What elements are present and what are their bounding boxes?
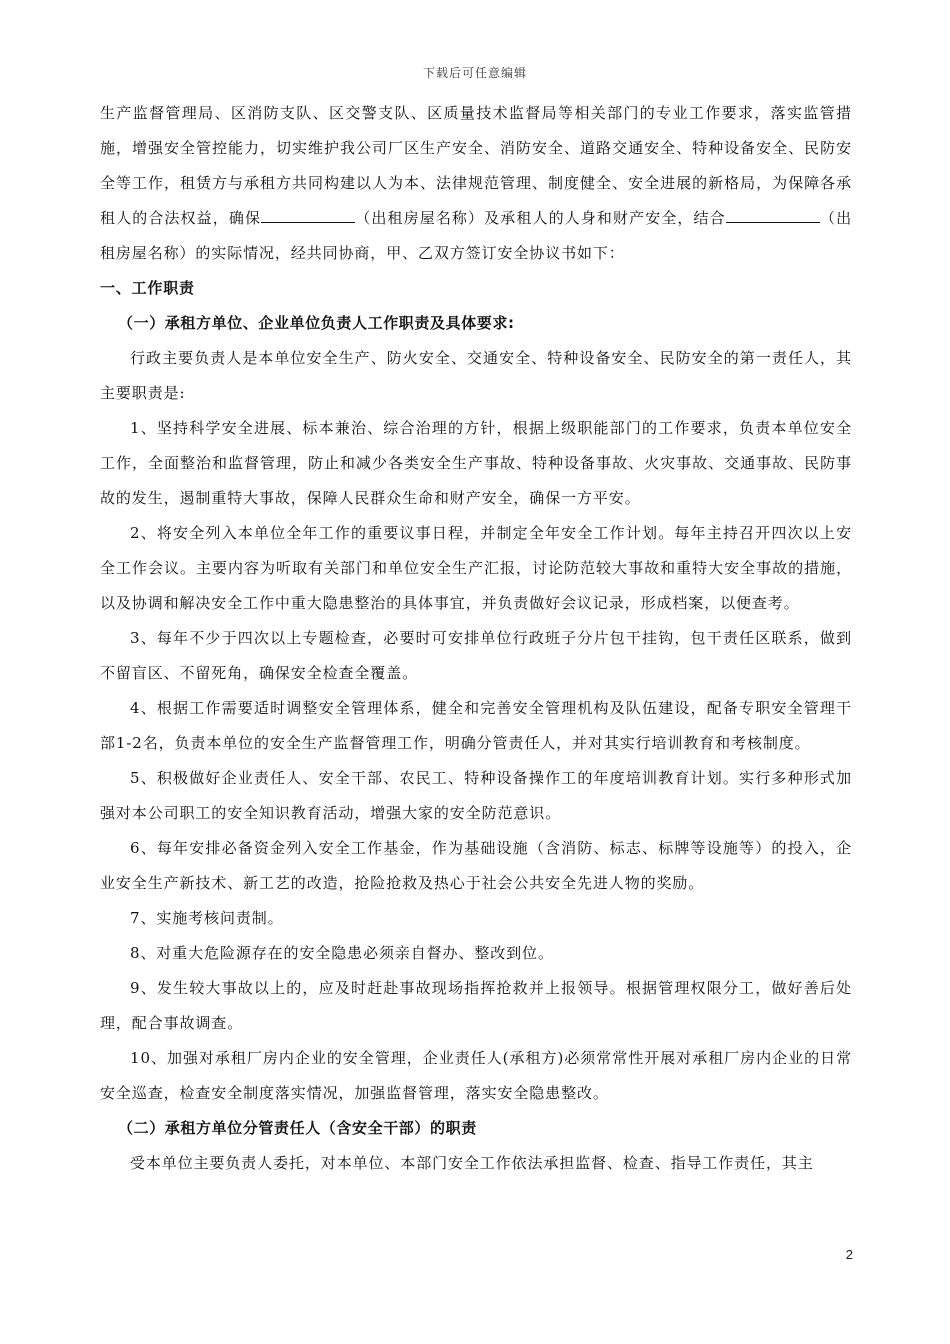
list-item: 6、每年安排必备资金列入安全工作基金，作为基础设施（含消防、标志、标牌等设施等）的投入，企业安全生产新技术、新工艺的改造，抢险抢救及热心于社会公共安全先进人物的奖励。 (100, 839, 852, 892)
list-item: 5、积极做好企业责任人、安全干部、农民工、特种设备操作工的年度培训教育计划。实行多种形式加强对本公司职工的安全知识教育活动，增强大家的安全防范意识。 (100, 769, 852, 822)
list-item: 9、发生较大事故以上的，应及时赶赴事故现场指挥抢救并上报领导。根据管理权限分工，做好善后处理，配合事故调查。 (100, 979, 852, 1032)
intro-text-2: （出租房屋名称）及承租人的人身和财产安全，结合 (355, 209, 726, 227)
lead-paragraph: 行政主要负责人是本单位安全生产、防火安全、交通安全、特种设备安全、民防安全的第一责任人，其主要职责是: (100, 349, 852, 402)
subsection-heading-2: （二）承租方单位分管责任人（含安全干部）的职责 (118, 1119, 477, 1137)
subsection-heading-1: （一）承租方单位、企业单位负责人工作职责及具体要求: (118, 314, 515, 332)
blank-field-1 (261, 205, 355, 223)
page-header: 下载后可任意编辑 (422, 66, 527, 80)
list-item: 2、将安全列入本单位全年工作的重要议事日程，并制定全年安全工作计划。每年主持召开四次以上安全工作会议。主要内容为听取有关部门和单位安全生产汇报，讨论防范较大事故和重特大安全事故的措施，以及协调和解决安全工作中重大隐患整治的具体事宜，并负责做好会议记录，形成档案，以便查考。 (100, 524, 852, 612)
intro-text-3: （出租房屋名称）的实际情况，经共同协商，甲、乙双方签订安全协议书如下： (100, 209, 852, 262)
page-number: 2 (845, 1247, 853, 1262)
list-item: 10、加强对承租厂房内企业的安全管理，企业责任人(承租方)必须常常性开展对承租厂房内企业的日常安全巡查，检查安全制度落实情况，加强监督管理，落实安全隐患整改。 (100, 1049, 852, 1102)
list-item: 4、根据工作需要适时调整安全管理体系，健全和完善安全管理机构及队伍建设，配备专职安全管理干部1-2名，负责本单位的安全生产监督管理工作，明确分管责任人，并对其实行培训教育和考核制度。 (100, 699, 852, 752)
list-item: 8、对重大危险源存在的安全隐患必须亲自督办、整改到位。 (130, 944, 554, 962)
intro-text-1: 生产监督管理局、区消防支队、区交警支队、区质量技术监督局等相关部门的专业工作要求，落实监管措施，增强安全管控能力，切实维护我公司厂区生产安全、消防安全、道路交通安全、特种设备安全、民防安全等工作，租赁方与承租方共同构建以人为本、法律规范管理、制度健全、安全进展的新格局，为保障各承租人的合法权益，确保 (100, 104, 852, 227)
list-item: 3、每年不少于四次以上专题检查，必要时可安排单位行政班子分片包干挂钩，包干责任区联系，做到不留盲区、不留死角，确保安全检查全覆盖。 (100, 629, 852, 682)
blank-field-2 (726, 205, 820, 223)
section-heading: 一、工作职责 (100, 279, 195, 297)
lead-paragraph-2: 受本单位主要负责人委托，对本单位、本部门安全工作依法承担监督、检查、指导工作责任，其主 (130, 1154, 814, 1172)
list-item: 7、实施考核问责制。 (130, 909, 284, 927)
intro-paragraph (100, 96, 852, 271)
list-item: 1、坚持科学安全进展、标本兼治、综合治理的方针，根据上级职能部门的工作要求，负责本单位安全工作，全面整治和监督管理，防止和减少各类安全生产事故、特种设备事故、火灾事故、交通事故、民防事故的发生，遏制重特大事故，保障人民群众生命和财产安全，确保一方平安。 (100, 419, 852, 507)
document-body (100, 96, 852, 1181)
